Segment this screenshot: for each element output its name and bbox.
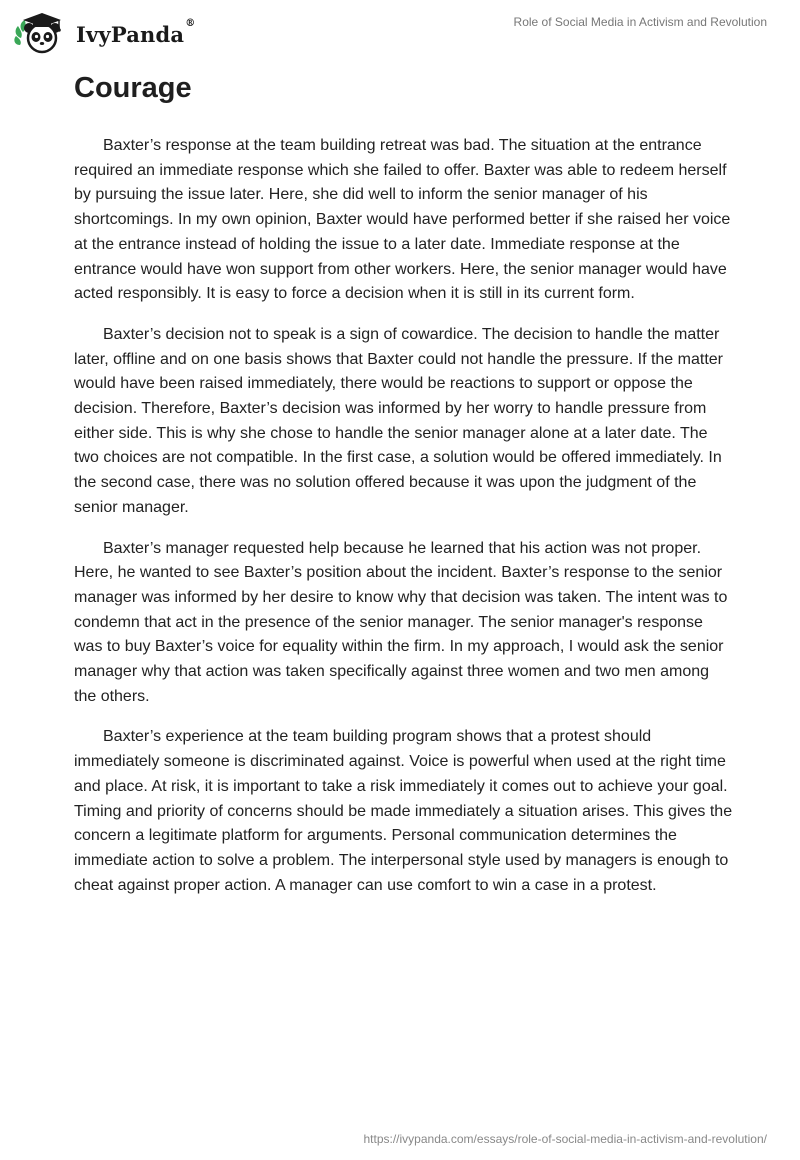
panda-graduate-icon xyxy=(14,8,74,56)
section-heading: Courage xyxy=(74,72,192,104)
page-header xyxy=(0,0,800,64)
brand-name: IvyPanda® xyxy=(76,17,196,47)
registered-mark: ® xyxy=(185,17,196,29)
source-url-link[interactable]: https://ivypanda.com/essays/role-of-social-media-in-activism-and-revolution/ xyxy=(363,1132,767,1146)
paragraph-2: Baxter’s decision not to speak is a sign of cowardice. The decision to handle the matter later, offline and on one basis shows that Baxter could not handle the pressure. If the matter would have been raised immediately, there would be reactions to support or oppose the decision. Therefore, Baxter’s decision was informed by her worry to handle pressure from either side. This is why she chose to handle the senior manager alone at a later date. The two choices are not compatible. In the first case, a solution would be offered immediately. In the second case, there was no solution offered because it was upon the judgment of the senior manager. xyxy=(74,325,723,516)
document-title: Role of Social Media in Activism and Revolution xyxy=(513,15,767,29)
essay-body xyxy=(74,134,734,914)
paragraph-1: Baxter’s response at the team building retreat was bad. The situation at the entrance required an immediate response which she failed to offer. Baxter was able to redeem herself by pursuing the issue later. Here, she did well to inform the senior manager of his shortcomings. In my own opinion, Baxter would have performed better if she raised her voice at the entrance instead of holding the issue to a later date. Immediate response at the entrance would have won support from other workers. Here, the senior manager would have acted responsibly. It is easy to force a decision when it is still in its current form. xyxy=(74,137,731,303)
paragraph-4: Baxter’s experience at the team building program shows that a protest should immediately someone is discriminated against. Voice is powerful when used at the right time and place. At risk, it is important to take a risk immediately it comes out to achieve your goal. Timing and priority of concerns should be made immediately a situation arises. This gives the concern a legitimate platform for arguments. Personal communication determines the immediate action to solve a problem. The interpersonal style used by managers is enough to cheat against proper action. A manager can use comfort to win a case in a protest. xyxy=(74,728,733,894)
paragraph-3: Baxter’s manager requested help because he learned that his action was not proper. Here, he wanted to see Baxter’s position about the incident. Baxter’s response to the senior manager was informed by her desire to know why that decision was taken. The intent was to condemn that act in the presence of the senior manager. The senior manager's response was to buy Baxter’s voice for equality within the firm. In my approach, I would ask the senior manager why that action was taken specifically against three women and two men among the others. xyxy=(74,539,728,705)
ivypanda-logo[interactable] xyxy=(14,8,195,56)
